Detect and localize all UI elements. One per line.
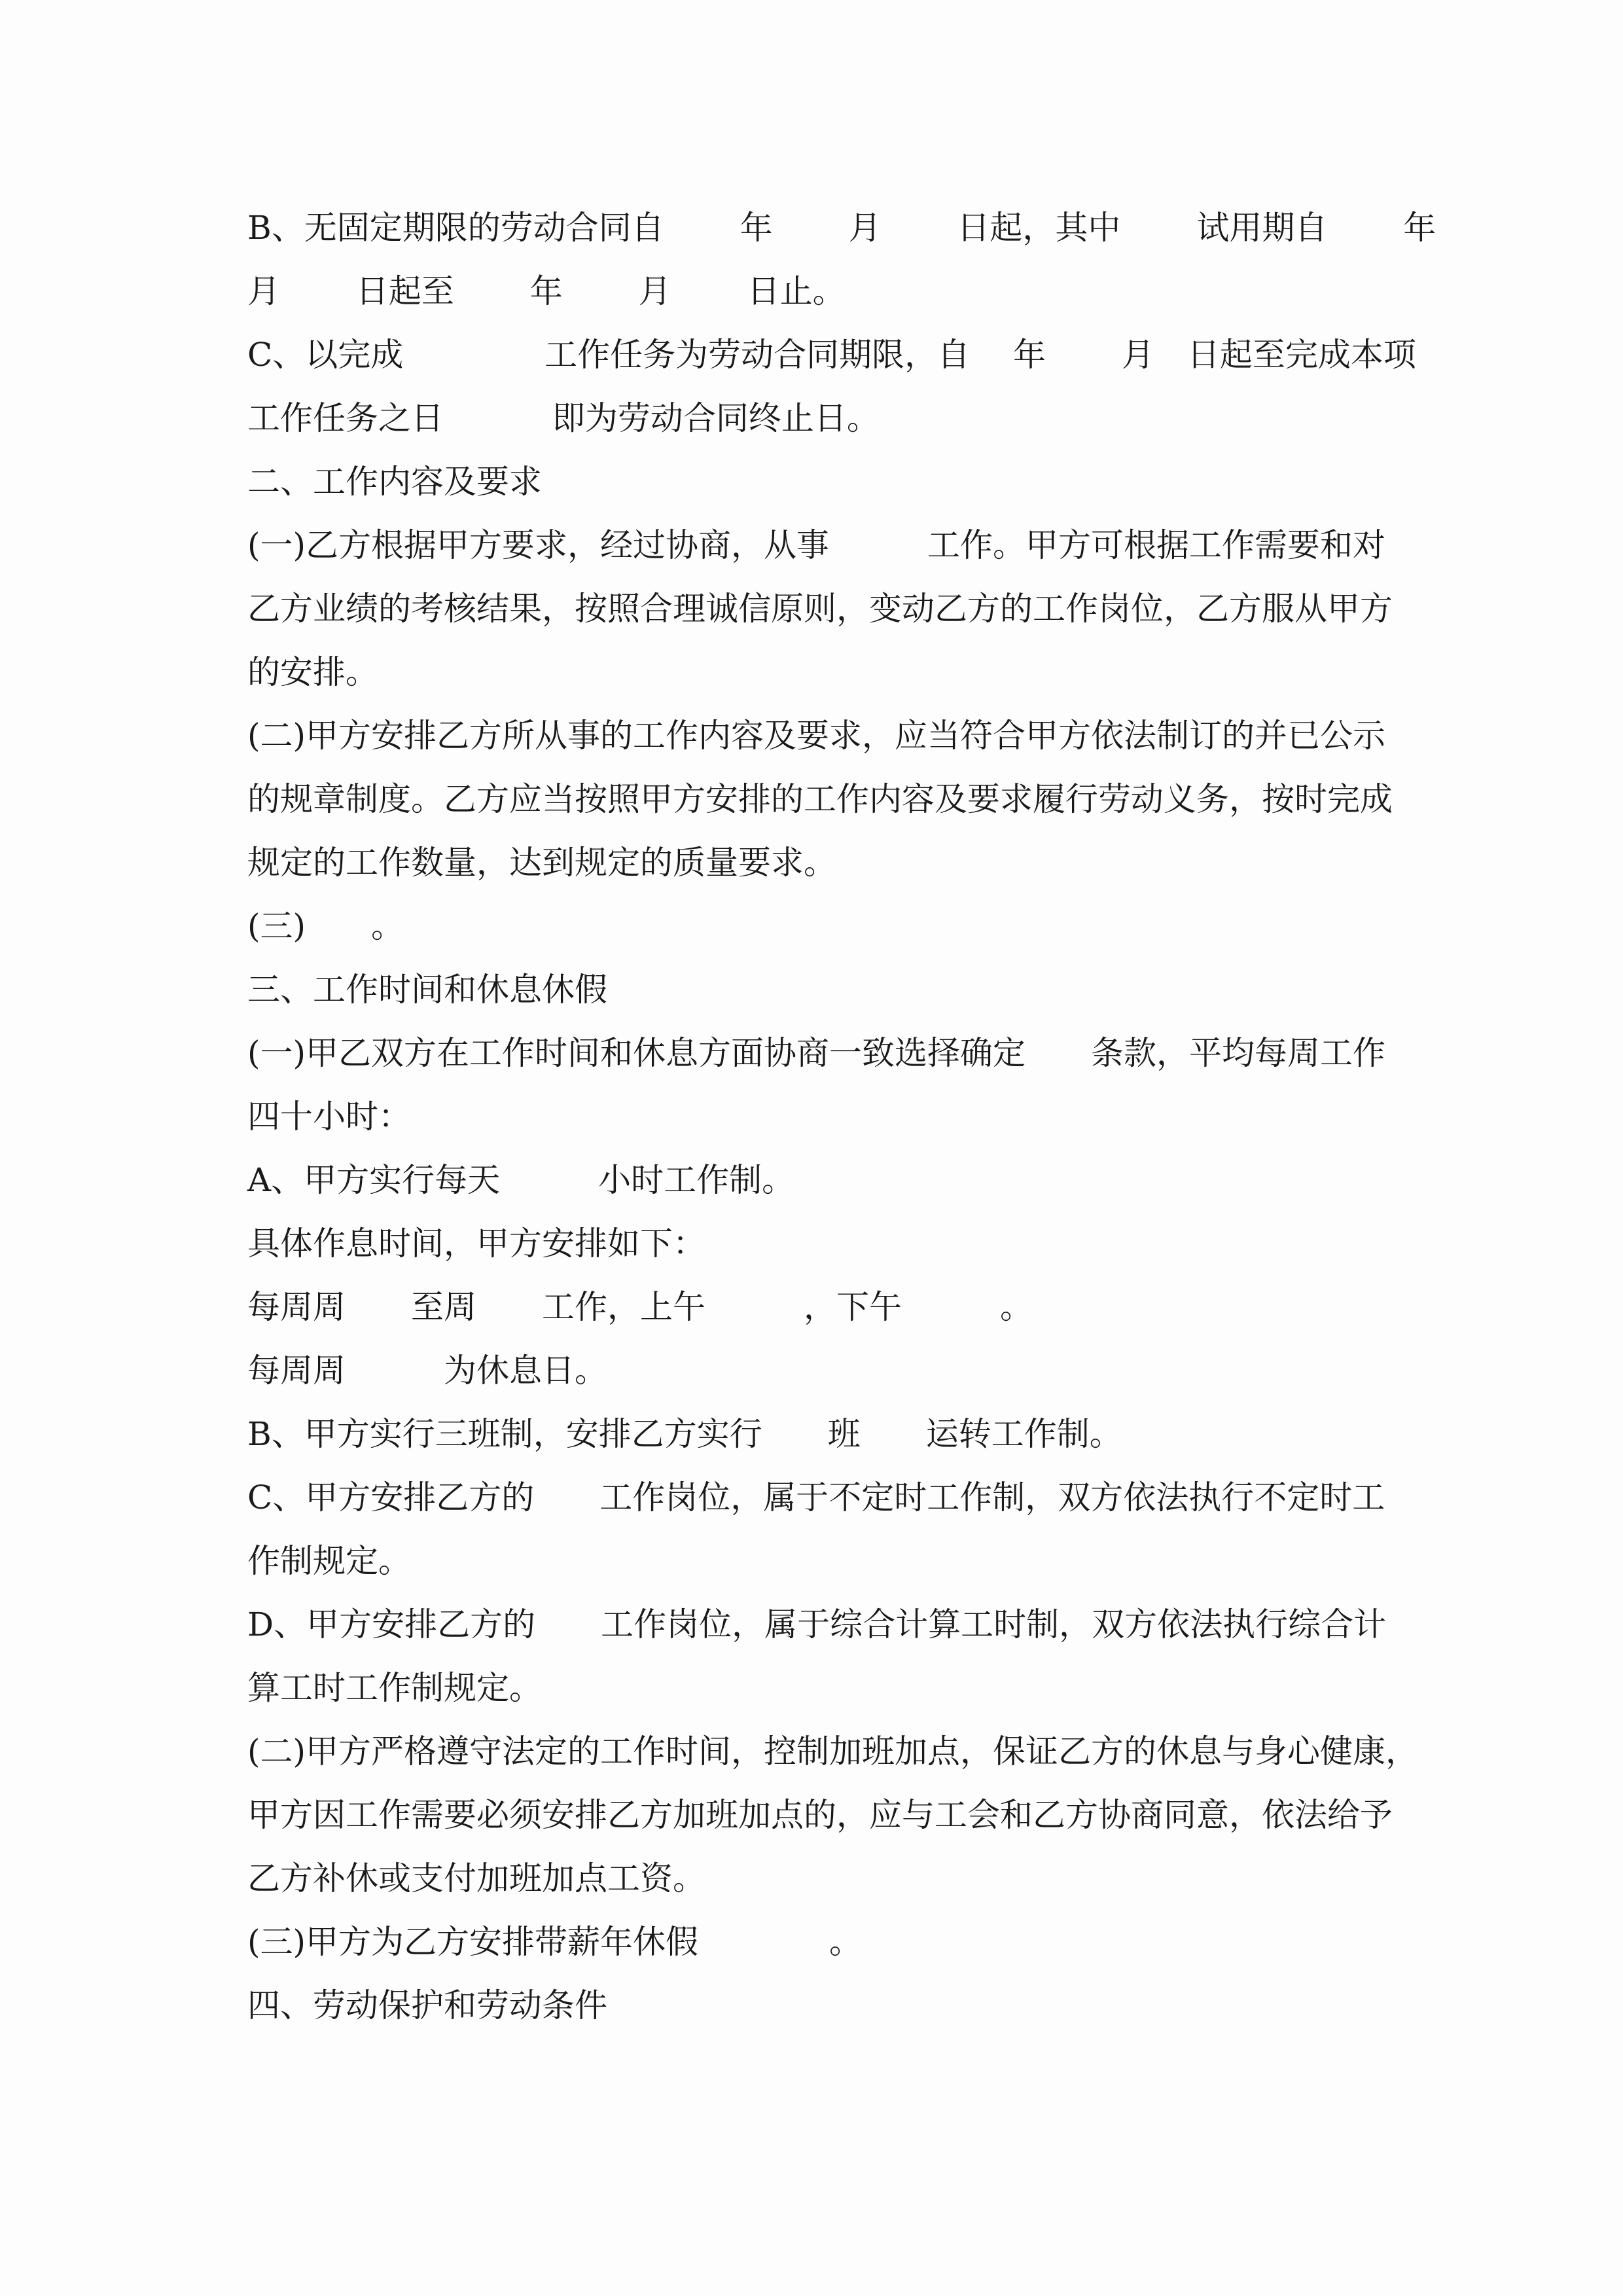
- text-line: A、甲方实行每天 小时工作制。: [247, 1161, 795, 1199]
- text-line: (二)甲方严格遵守法定的工作时间，控制加班加点，保证乙方的休息与身心健康，: [247, 1732, 1419, 1770]
- text-line: B、无固定期限的劳动合同自 年 月 日起，其中 试用期自 年: [247, 209, 1436, 247]
- text-line: 甲方因工作需要必须安排乙方加班加点的，应与工会和乙方协商同意，依法给予: [247, 1796, 1393, 1834]
- text-line: 算工时工作制规定。: [247, 1669, 542, 1707]
- text-line: 乙方补休或支付加班加点工资。: [247, 1859, 705, 1897]
- text-line: (一)甲乙双方在工作时间和休息方面协商一致选择确定 条款，平均每周工作: [247, 1034, 1386, 1072]
- section-heading: 三、工作时间和休息休假: [247, 971, 607, 1009]
- text-line: 工作任务之日 即为劳动合同终止日。: [247, 399, 880, 437]
- text-line: 具体作息时间，甲方安排如下：: [247, 1225, 705, 1263]
- text-line: (一)乙方根据甲方要求，经过协商，从事 工作。甲方可根据工作需要和对: [247, 526, 1386, 564]
- text-line: 每周周 为休息日。: [247, 1352, 607, 1390]
- text-line: 的安排。: [247, 653, 378, 691]
- text-line: D、甲方安排乙方的 工作岗位，属于综合计算工时制，双方依法执行综合计: [247, 1605, 1387, 1643]
- section-heading: 二、工作内容及要求: [247, 463, 542, 501]
- text-line: C、甲方安排乙方的 工作岗位，属于不定时工作制，双方依法执行不定时工: [247, 1479, 1385, 1516]
- text-line: 月 日起至 年 月 日止。: [247, 272, 846, 310]
- text-line: 规定的工作数量，达到规定的质量要求。: [247, 844, 836, 882]
- text-line: (三)甲方为乙方安排带薪年休假 。: [247, 1923, 863, 1961]
- text-line: (二)甲方安排乙方所从事的工作内容及要求，应当符合甲方依法制订的并已公示: [247, 717, 1386, 755]
- text-line: 每周周 至周 工作，上午 ，下午 。: [247, 1288, 1033, 1326]
- text-line: B、甲方实行三班制，安排乙方实行 班 运转工作制。: [247, 1415, 1122, 1453]
- text-line: 作制规定。: [247, 1542, 411, 1580]
- section-heading: 四、劳动保护和劳动条件: [247, 1986, 607, 2024]
- text-line: 的规章制度。乙方应当按照甲方安排的工作内容及要求履行劳动义务，按时完成: [247, 780, 1393, 818]
- text-line: (三) 。: [247, 907, 404, 945]
- text-line: 乙方业绩的考核结果，按照合理诚信原则，变动乙方的工作岗位，乙方服从甲方: [247, 590, 1393, 628]
- text-line: 四十小时：: [247, 1098, 411, 1136]
- text-line: C、以完成 工作任务为劳动合同期限，自 年 月 日起至完成本项: [247, 336, 1416, 374]
